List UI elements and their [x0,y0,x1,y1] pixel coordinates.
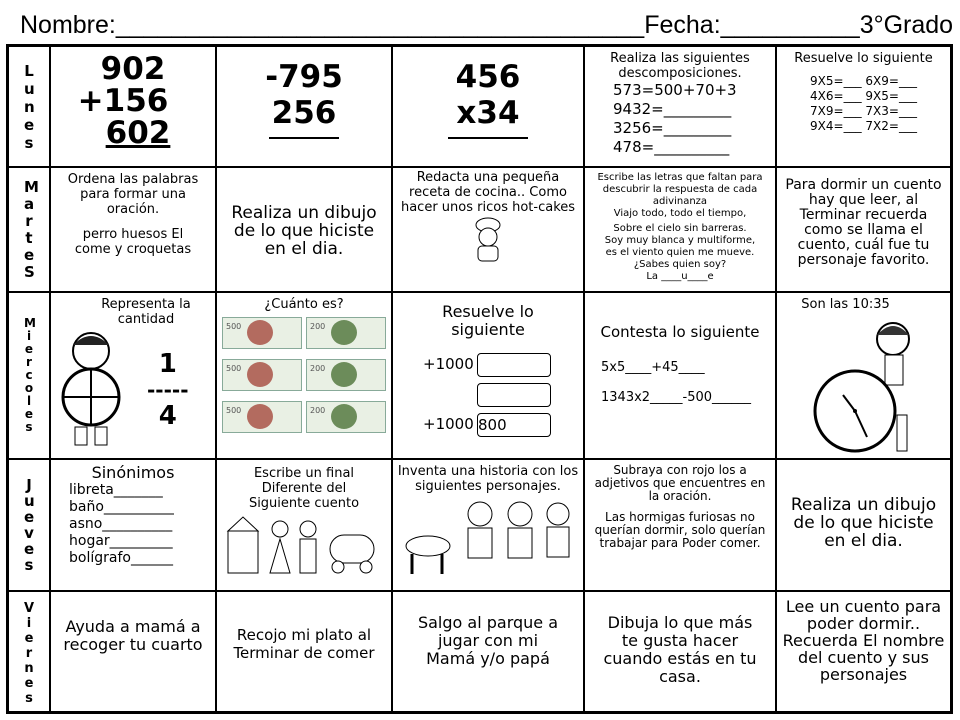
story-reading-activity: Lee un cuento para poder dormir.. Recuerda El nombre del cuento y sus personajes [782,597,945,684]
weekly-activity-grid [6,44,953,714]
operations-exercise: Contesta lo siguiente 5x5____+45____ 1343x2_____-500______ [585,293,777,458]
grade-label: 3°Grado [859,11,954,39]
addition-boxes-exercise: Resuelve lo siguiente +1000 +1000 800 [393,293,585,458]
recipe-activity: Redacta una pequeña receta de cocina.. Como hacer unos ricos hot-cakes [393,168,585,291]
clock-exercise: Son las 10:35 [777,293,950,458]
row-jueves [9,460,950,592]
subtraction-problem: -795 256 [217,47,393,166]
sentence-order-exercise: Ordena las palabras para formar una oración. perro huesos El come y croquetas [51,168,217,291]
bill-500: 500 [222,317,302,349]
bill-500: 500 [222,401,302,433]
worksheet-header [20,6,954,40]
story-ending-activity: Escribe un final Diferente del Siguiente cuento [217,460,393,590]
answer-box: 800 [477,413,551,437]
answer-box [477,383,551,407]
clock-with-girl-illustration [805,315,925,455]
adjectives-exercise: Subraya con rojo los a adjetivos que encuentres en la oración. Las hormigas furiosas no querían dormir, solo querían trabajar para Poder comer. [585,460,777,590]
row-lunes [9,47,950,168]
bill-500: 500 [222,359,302,391]
row-martes [9,168,950,293]
multiplication-table-exercise: Resuelve lo siguiente 9X5=___ 6X9=___ 4X6=___ 9X5=___ 7X9=___ 7X3=___ 9X4=___ 7X2=___ [794,51,933,133]
drawing-activity: Realiza un dibujo de lo que hiciste en el dia. [217,168,393,291]
help-mom-activity: Ayuda a mamá a recoger tu cuarto [51,592,217,714]
fairy-tale-characters-illustration [224,515,384,575]
bedtime-story-activity: Para dormir un cuento hay que leer, al Terminar recuerda como se llama el cuento, cuál fue tu personaje favorito. [785,177,942,268]
day-label-martes: M a r t e S [9,168,51,291]
day-label-viernes: V i e r n e s [9,592,51,714]
decomposition-exercise: Realiza las siguientes descomposiciones. 573=500+70+3 9432=_________ 3256=_________ 478=__________ [585,47,777,166]
favorite-activity-drawing: Dibuja lo que más te gusta hacer cuando estás en tu casa. [585,592,777,714]
bill-200: 200 [306,401,386,433]
money-counting-exercise: ¿Cuánto es? 500 200 500 200 500 200 [217,293,393,458]
name-field: Nombre:______________________________________ [20,11,645,39]
answer-box [477,353,551,377]
day-label-miercoles: M i e r c o l e s [9,293,51,458]
addition-problem: 902 +156 602 [51,47,217,166]
park-activity: Salgo al parque a jugar con mi Mamá y/o papá [393,592,585,714]
row-viernes [9,592,950,714]
fraction-representation: Representa la cantidad 1 ----- 4 [51,293,217,458]
day-label-lunes: L u n e s [9,47,51,166]
story-invention-activity: Inventa una historia con los siguientes personajes. [393,460,585,590]
characters-illustration [398,496,578,576]
day-label-jueves: J u e v e s [9,460,51,590]
chef-illustration [468,217,508,263]
row-miercoles [9,293,950,460]
riddle-exercise: Escribe las letras que faltan para descubrir la respuesta de cada adivinanza Viajo todo, todo el tiempo, Sobre el cielo sin barreras. Soy muy blanca y multiforme, es el viento quien me mueve. ¿Sabes quien soy? La ____u____e [585,168,777,291]
date-field: Fecha:__________ [644,11,860,39]
drawing-activity-thursday: Realiza un dibujo de lo que hiciste en el dia. [790,495,937,551]
bill-200: 200 [306,359,386,391]
bill-200: 200 [306,317,386,349]
child-with-fraction-circle [57,329,125,449]
multiplication-problem: 456 x34 [393,47,585,166]
synonyms-exercise: Sinónimos libreta_______ baño__________ asno__________ hogar_________ bolígrafo______ [51,460,217,590]
clear-plate-activity: Recojo mi plato al Terminar de comer [217,592,393,714]
